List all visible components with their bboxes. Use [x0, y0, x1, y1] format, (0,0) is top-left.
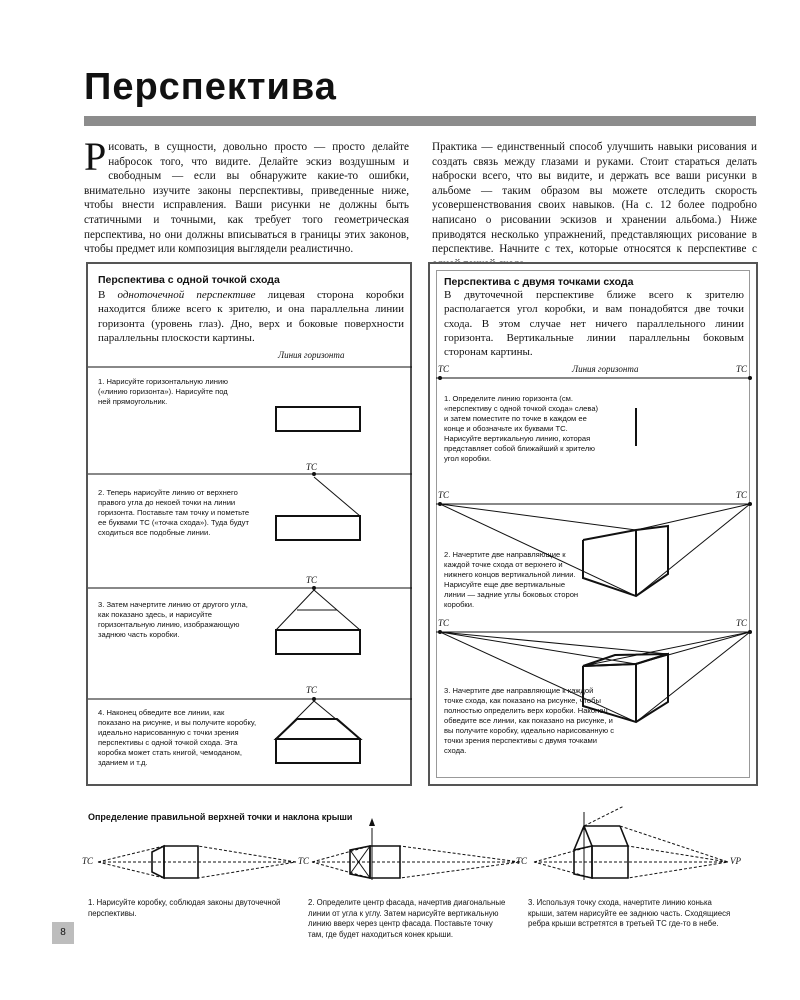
tc-label: ТС [306, 575, 318, 585]
tc-label: ТС [736, 364, 748, 374]
two-point-step-2: 2. Начертите две направляющие к каждой точке схода от верхнего и нижнего концов вертикальной линии. Нарисуйте еще две вертикальные линии — задние углы боковых сторон коробки. [444, 550, 579, 609]
one-point-step-4: 4. Наконец обведите все линии, как показано на рисунке, и вы получите коробку, идеально нарисованную с точки зрения перспективы с одной точкой схода. Эта коробка может стать книгой, чемоданом, зданием и т.д. [98, 708, 257, 767]
two-point-step-1: 1. Определите линию горизонта (см. «перспективу с одной точкой схода» слева) и затем поместите по точке в каждом ее конце и обозначьте их буквами ТС. Нарисуйте вертикальную линию, которая представляет собой ближайший к зрителю угол коробки. [444, 394, 599, 463]
tc-label: ТС [298, 856, 310, 866]
one-point-intro: В одноточечной перспективе лицевая сторона коробки находится ближе всего к зрителю, и она параллельна линии горизонта (уровень глаз). Дно, верх и боковые поверхности параллельны плоскости картины. [98, 289, 405, 344]
one-point-step-3: 3. Затем начертите линию от другого угла, как показано здесь, и нарисуйте горизонтальную линию, изображающую заднюю часть коробки. [98, 600, 248, 639]
two-point-title: Перспектива с двумя точками схода [444, 276, 634, 288]
roof-section-title: Определение правильной верхней точки и наклона крыши [88, 812, 353, 822]
tc-label: ТС [82, 856, 94, 866]
horizon-label: Линия горизонта [278, 350, 345, 360]
page-title: Перспектива [84, 66, 337, 108]
tc-label: ТС [736, 490, 748, 500]
horizon-label: Линия горизонта [572, 364, 639, 374]
intro-right: Практика — единственный способ улучшить навыки рисования и создать связь между глазами и руками. Стоит стараться делать наброски всего, что вы видите, и держать все ваши рисунки в альбоме — таким образом вы можете отследить скорость усовершенствования своих навыков. (На с. 12 более подробно написано о рисовании эскизов и хранении альбома.) Ниже приводятся несколько упражнений, представляющих рисование в перспективе. Начните с тех, которые относятся к перспективе с [432, 141, 757, 256]
tc-label: ТС [438, 618, 450, 628]
roof-caption-1: 1. Нарисуйте коробку, соблюдая законы двуточечной перспективы. [88, 898, 281, 918]
vp-label: VP [730, 856, 741, 866]
tc-label: ТС [306, 462, 318, 472]
drop-cap: Р [84, 134, 107, 179]
tc-label: ТС [438, 364, 450, 374]
tc-label: ТС [438, 490, 450, 500]
roof-caption-3: 3. Используя точку схода, начертите линию конька крыши, затем нарисуйте ее заднюю часть. Сходящиеся ребра крыши встретятся в третьей ТС где-то в небе. [528, 898, 731, 928]
one-point-step-2: 2. Теперь нарисуйте линию от верхнего правого угла до некоей точки на линии горизонта. Поставьте там точку и пометьте ее буквами ТС («точка схода»). Туда будут сходиться все подобные линии. [98, 488, 250, 537]
tc-label: ТС [306, 685, 318, 695]
one-point-title: Перспектива с одной точкой схода [98, 274, 280, 286]
tc-label: ТС [516, 856, 528, 866]
two-point-intro: В двуточечной перспективе ближе всего к зрителю располагается угол коробки, и вам понадобятся две точки схода. В этом случае нет ничего параллельного линии горизонта. Вертикальные линии параллельны боковым сторонам картины. [444, 289, 744, 359]
two-point-step-3: 3. Начертите две направляющие к каждой точке схода, как показано на рисунке, чтобы полностью определить верх коробки. Наконец обведите все линии, как показано на рисунке, и вы получите коробку, идеально нарисованную с точки зрения перспективы с двумя точками схода. [444, 686, 614, 755]
intro-left-text: исовать, в сущности, довольно просто — просто делайте набросок того, что видите. Делайте эскиз воздушным и свободным — если вы обнаружите какие-то ошибки, внимательно изучите законы перспективы, приведенные ниже, чтобы внести исправления. Ваши рисунки не должны быть статичными и точными, как требует того геометрическая перспектива, но они должны вписываться в границы этих законов, чтобы предмет или композиция выглядели реалистично. [84, 141, 409, 256]
tc-label: ТС [736, 618, 748, 628]
one-point-step-1: 1. Нарисуйте горизонтальную линию («линию горизонта»). Нарисуйте под ней прямоугольник. [98, 377, 228, 406]
roof-caption-2: 2. Определите центр фасада, начертив диагональные линии от угла к углу. Затем нарисуйте вертикальную линию вверх через центр фасада. Поставьте точку там, где будет находиться конек крыши. [308, 898, 506, 939]
page-number: 8 [52, 922, 74, 944]
